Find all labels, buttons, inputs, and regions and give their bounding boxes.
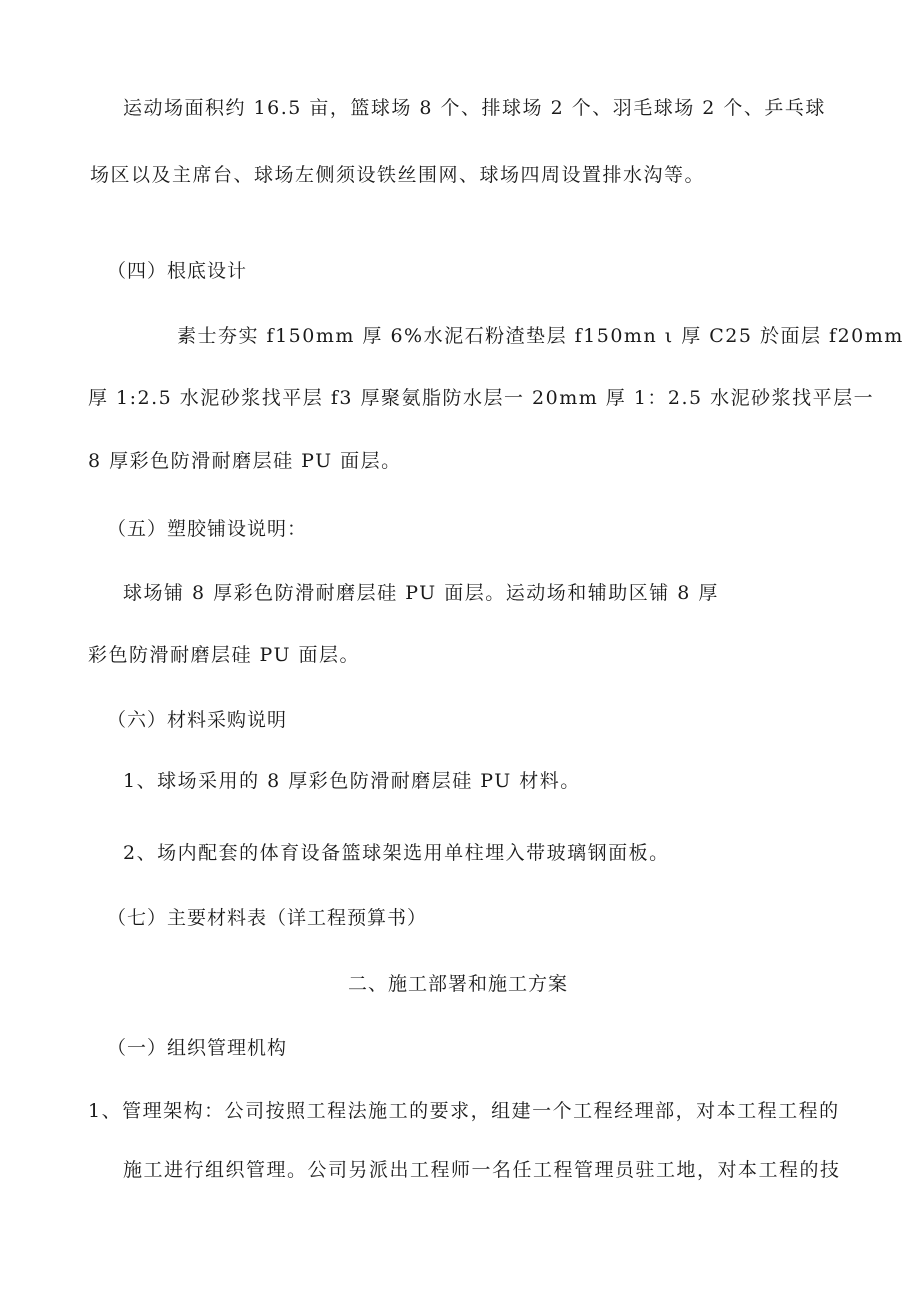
section-heading-organization: （一）组织管理机构 [107,1037,288,1059]
body-line-rubber-1: 球场铺 8 厚彩色防滑耐磨层硅 PU 面层。运动场和辅助区铺 8 厚 [123,582,719,604]
body-line-management-2: 施工进行组织管理。公司另派出工程师一名任工程管理员驻工地，对本工程的技 [123,1159,841,1181]
list-item-material-2: 2、场内配套的体育设备篮球架选用单柱埋入带玻璃钢面板。 [123,842,670,864]
body-line-management-1: 1、管理架构：公司按照工程法施工的要求，组建一个工程经理部，对本工程工程的 [88,1100,840,1122]
section-heading-foundation-design: （四）根底设计 [107,260,248,282]
section-heading-rubber-laying: （五）塑胶铺设说明： [107,518,308,540]
list-item-material-1: 1、球场采用的 8 厚彩色防滑耐磨层硅 PU 材料。 [123,770,581,792]
section-heading-material-table: （七）主要材料表（详工程预算书） [107,907,428,929]
body-line-facilities: 场区以及主席台、球场左侧须设铁丝围网、球场四周设置排水沟等。 [90,164,706,186]
section-heading-material-purchase: （六）材料采购说明 [107,709,288,731]
body-line-sports-area: 运动场面积约 16.5 亩，篮球场 8 个、排球场 2 个、羽毛球场 2 个、乒乓球 [123,97,826,119]
body-line-rubber-2: 彩色防滑耐磨层硅 PU 面层。 [88,644,361,666]
body-line-foundation-2: 厚 1:2.5 水泥砂浆找平层 f3 厚聚氨脂防水层一 20mm 厚 1：2.5 水泥砂浆找平层一 [88,387,875,409]
body-line-foundation-3: 8 厚彩色防滑耐磨层硅 PU 面层。 [88,450,402,472]
chapter-heading-construction-plan: 二、施工部署和施工方案 [348,973,569,995]
body-line-foundation-1: 素士夯实 f150mm 厚 6%水泥石粉渣垫层 f150mn ι 厚 C25 於面层 f20mm [177,325,904,347]
